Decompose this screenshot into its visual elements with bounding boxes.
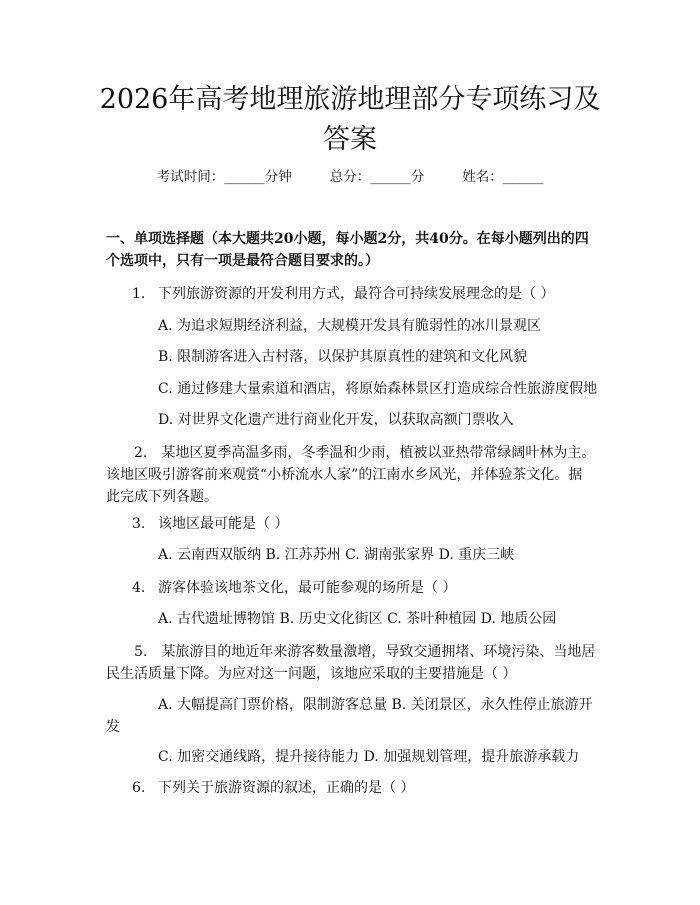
question-number: 3. [132,516,146,532]
question-stem: 该地区最可能是（ ） [158,516,289,532]
question-3-options: A. 云南西双版纳 B. 江苏苏州 C. 湖南张家界 D. 重庆三峡 [158,547,515,563]
exam-score: 总分：______分 [329,169,425,185]
question-1-option-b: B. 限制游客进入古村落，以保护其原真性的建筑和文化风貌 [158,349,528,365]
question-number: 1. [132,286,146,302]
question-6 [132,777,602,799]
question-1-option-c: C. 通过修建大量索道和酒店，将原始森林景区打造成综合性旅游度假地 [158,381,598,397]
page-title: 2026年高考地理旅游地理部分专项练习及答案 [99,84,601,155]
question-stem: 下列关于旅游资源的叙述，正确的是（ ） [158,780,415,796]
question-1-option-a: A. 为追求短期经济利益，大规模开发具有脆弱性的冰川景观区 [158,318,542,334]
question-stem: 游客体验该地茶文化，最可能参观的场所是（ ） [158,580,457,596]
question-4 [132,577,602,599]
question-number: 4. [132,580,146,596]
question-stem: 下列旅游资源的开发利用方式，最符合可持续发展理念的是（ ） [158,286,555,302]
question-number: 6. [132,780,146,796]
question-5-stem: 5. 某旅游目的地近年来游客数量激增，导致交通拥堵、环境污染、当地居民生活质量下降。为应对这一问题，该地应采取的主要措施是（ ） [106,644,596,682]
question-1 [132,283,602,305]
question-5-options-cd: C. 加密交通线路，提升接待能力 D. 加强规划管理，提升旅游承载力 [158,749,580,765]
question-3 [132,513,602,535]
exam-meta [0,166,700,188]
section-heading: 一、单项选择题（本大题共20小题，每小题2分，共40分。在每小题列出的四个选项中，只有一项是最符合题目要求的。） [106,231,589,269]
question-4-options: A. 古代遗址博物馆 B. 历史文化街区 C. 茶叶种植园 D. 地质公园 [158,611,557,627]
question-5-options-ab: A. 大幅提高门票价格，限制游客总量 B. 关闭景区，永久性停止旅游开发 [106,697,593,735]
exam-name: 姓名：______ [462,169,544,185]
question-2-passage: 2. 某地区夏季高温多雨，冬季温和少雨，植被以亚热带常绿阔叶林为主。该地区吸引游客前来观赏“小桥流水人家”的江南水乡风光，并体验茶文化。据此完成下列各题。 [106,445,596,505]
exam-time: 考试时间：______分钟 [156,169,292,185]
question-1-option-d: D. 对世界文化遗产进行商业化开发，以获取高额门票收入 [158,412,514,428]
